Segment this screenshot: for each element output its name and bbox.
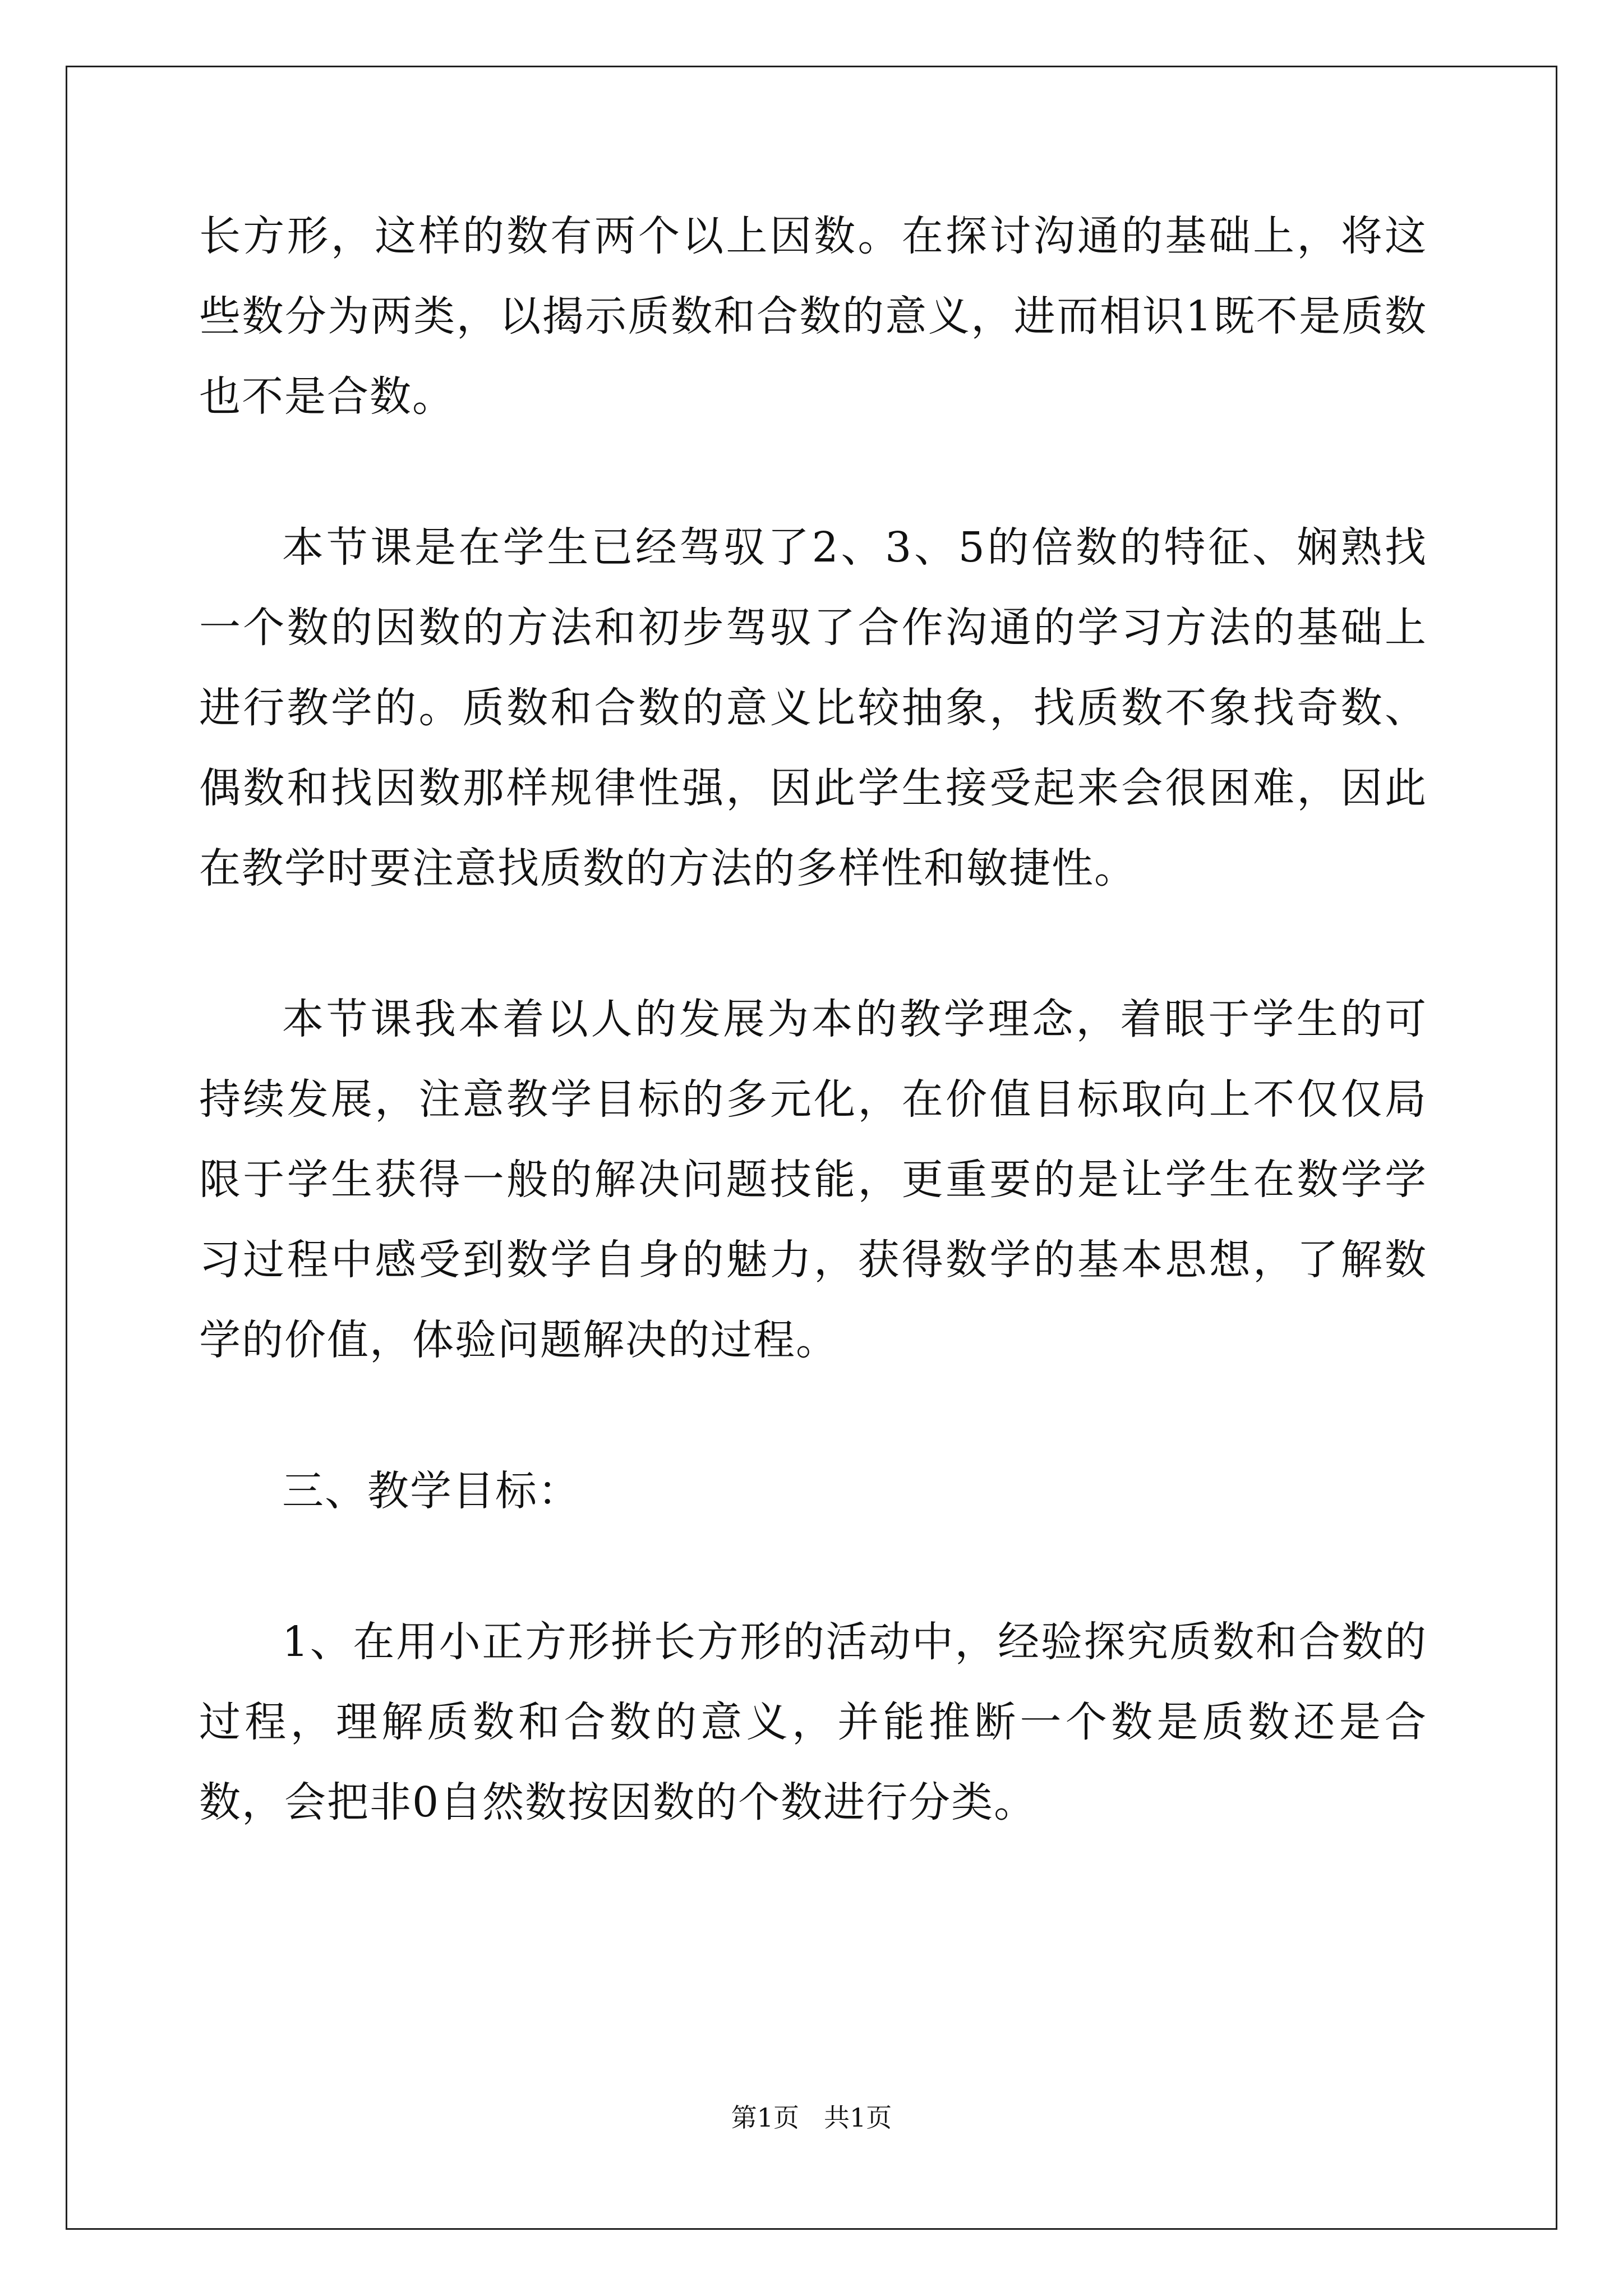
page-footer	[0, 2101, 1623, 2134]
footer-spacer	[799, 2102, 824, 2133]
document-body	[199, 196, 1427, 1843]
paragraph-teaching-philosophy: 本节课我本着以人的发展为本的教学理念，着眼于学生的可持续发展，注意教学目标的多元化，在价值目标取向上不仅仅局限于学生获得一般的解决问题技能，更重要的是让学生在数学学习过程中感受到数学自身的魅力，获得数学的基本思想，了解数学的价值，体验问题解决的过程。	[199, 995, 1427, 1364]
page-number: 第1页	[731, 2102, 800, 2133]
paragraph-lesson-background: 本节课是在学生已经驾驭了2、3、5的倍数的特征、娴熟找一个数的因数的方法和初步驾驭了合作沟通的学习方法的基础上进行教学的。质数和合数的意义比较抽象，找质数不象找奇数、偶数和找因数那样规律性强，因此学生接受起来会很困难，因此在教学时要注意找质数的方法的多样性和敏捷性。	[199, 523, 1427, 892]
paragraph-goal-1: 1、在用小正方形拼长方形的活动中，经验探究质数和合数的过程，理解质数和合数的意义，并能推断一个数是质数还是合数，会把非0自然数按因数的个数进行分类。	[199, 1618, 1427, 1826]
section-heading-teaching-goals: 三、教学目标：	[282, 1467, 580, 1515]
paragraph-continuation: 长方形，这样的数有两个以上因数。在探讨沟通的基础上，将这些数分为两类，以揭示质数和合数的意义，进而相识1既不是质数也不是合数。	[199, 212, 1427, 421]
page-total: 共1页	[823, 2102, 892, 2133]
